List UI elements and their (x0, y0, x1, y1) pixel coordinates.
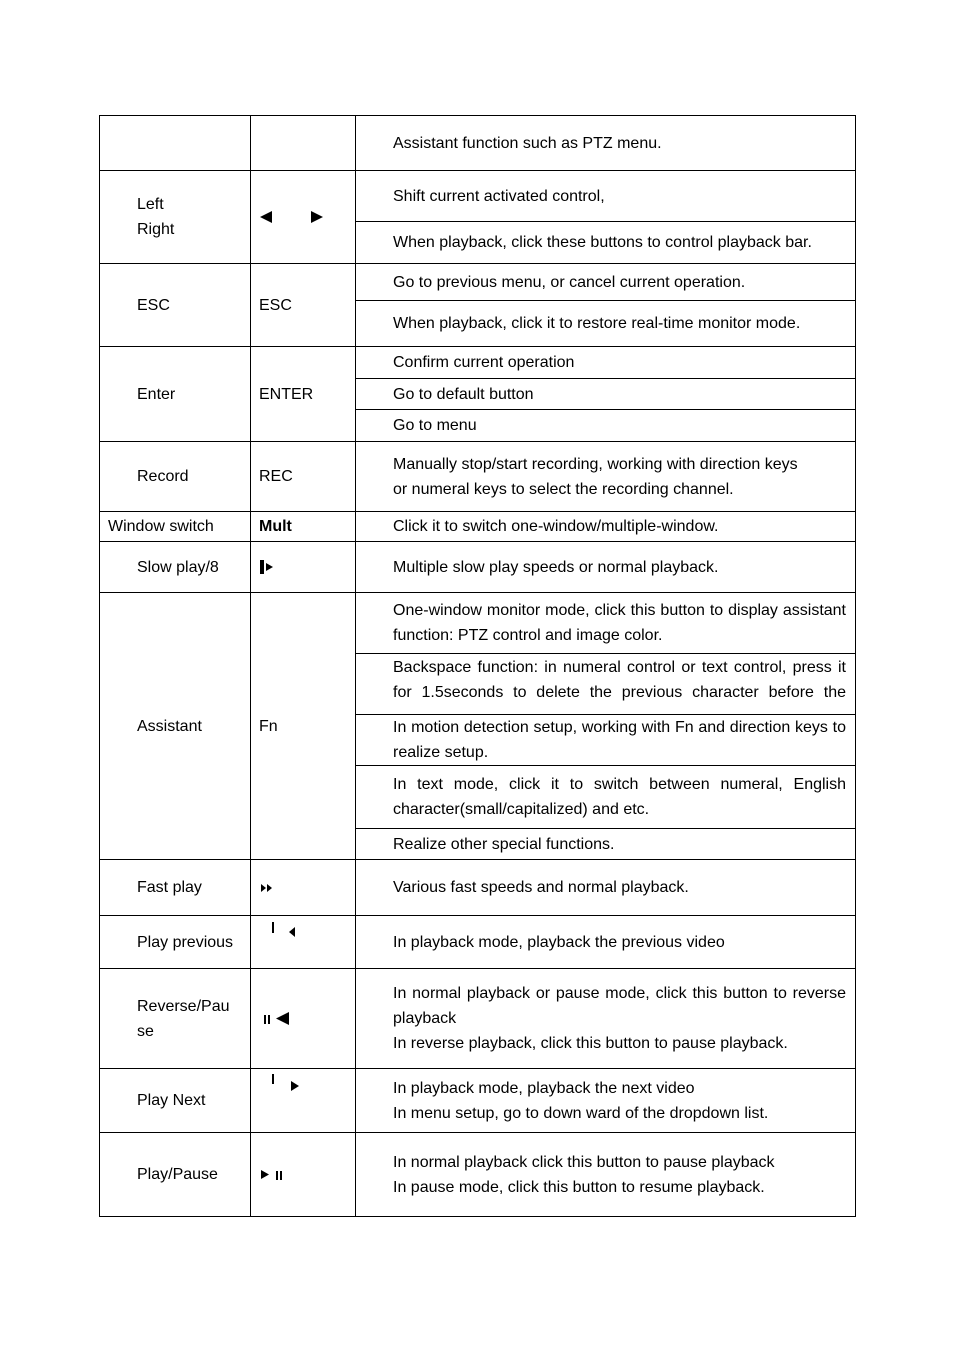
function-description: In text mode, click it to switch between numeral, English character(small/capitalized) and etc. (356, 766, 856, 829)
table-row (100, 860, 856, 916)
table-row (100, 116, 856, 171)
description-line: In normal playback click this button to pause playback (393, 1153, 775, 1171)
panel-key-cell (251, 542, 356, 593)
function-description: When playback, click it to restore real-time monitor mode. (356, 301, 856, 347)
function-description: In motion detection setup, working with Fn and direction keys to realize setup. (356, 715, 856, 766)
panel-key-cell: Fn (251, 593, 356, 860)
key-name-cell (100, 116, 251, 171)
function-description: Go to previous menu, or cancel current operation. (356, 264, 856, 301)
description-text-clip: Backspace function: in numeral control or text control, press it for 1.5seconds to delete the previous character before the (393, 659, 846, 701)
key-name-cell (100, 969, 251, 1069)
function-description (356, 654, 856, 715)
function-description: Assistant function such as PTZ menu. (356, 116, 856, 171)
table-row (100, 593, 856, 654)
panel-key-cell (251, 1069, 356, 1133)
key-name-line: Left (137, 196, 164, 213)
table-row (100, 969, 856, 1069)
key-name-line: se (137, 1022, 154, 1040)
function-description: One-window monitor mode, click this button to display assistant function: PTZ control and image color. (356, 593, 856, 654)
table-row (100, 1133, 856, 1217)
key-name-cell: Play previous (100, 916, 251, 969)
function-description (356, 1069, 856, 1133)
table-row (100, 264, 856, 301)
key-name-cell: Play/Pause (100, 1133, 251, 1217)
function-description: When playback, click these buttons to control playback bar. (356, 222, 856, 264)
key-name-cell: Window switch (100, 512, 251, 542)
key-name-cell: Record (100, 442, 251, 512)
panel-key-cell (251, 1133, 356, 1217)
left-triangle-icon (259, 210, 273, 224)
play-next-icon (259, 1073, 303, 1095)
panel-key-cell: ENTER (251, 347, 356, 442)
key-name-cell (100, 171, 251, 264)
right-triangle-icon (310, 210, 324, 224)
panel-key-cell (251, 969, 356, 1069)
key-name-cell: ESC (100, 264, 251, 347)
description-line: In playback mode, playback the next video (393, 1079, 695, 1097)
description-line: In pause mode, click this button to resume playback. (393, 1178, 765, 1196)
description-line: In menu setup, go to down ward of the dropdown list. (393, 1104, 769, 1122)
reverse-pause-icon (259, 1011, 291, 1027)
key-function-table (99, 115, 856, 1217)
function-description: Go to menu (356, 410, 856, 442)
slow-play-icon (259, 559, 277, 575)
description-line: or numeral keys to select the recording channel. (393, 480, 734, 498)
description-line: Manually stop/start recording, working with direction keys (393, 455, 798, 473)
table-row (100, 1069, 856, 1133)
table-row (100, 512, 856, 542)
table-row (100, 916, 856, 969)
function-description (356, 1133, 856, 1217)
play-previous-icon (259, 921, 295, 941)
panel-key-cell: REC (251, 442, 356, 512)
description-line: In normal playback or pause mode, click this button to reverse (393, 985, 846, 1002)
panel-key-cell (251, 116, 356, 171)
function-description: Realize other special functions. (356, 829, 856, 860)
description-line: playback (393, 1010, 457, 1027)
play-pause-icon (259, 1168, 287, 1182)
panel-key-cell: Mult (251, 512, 356, 542)
panel-key-cell (251, 171, 356, 264)
function-description (356, 442, 856, 512)
key-name-cell: Fast play (100, 860, 251, 916)
panel-key-cell (251, 860, 356, 916)
panel-key-cell: ESC (251, 264, 356, 347)
function-description: Click it to switch one-window/multiple-window. (356, 512, 856, 542)
key-name-cell: Enter (100, 347, 251, 442)
function-description: Shift current activated control, (356, 171, 856, 222)
key-name-cell: Assistant (100, 593, 251, 860)
table-row (100, 347, 856, 379)
function-description: Confirm current operation (356, 347, 856, 379)
table-row (100, 542, 856, 593)
function-description: In playback mode, playback the previous video (356, 916, 856, 969)
key-name-line: Reverse/Pau (137, 997, 230, 1015)
key-name-line: Right (137, 221, 175, 238)
function-description: Multiple slow play speeds or normal playback. (356, 542, 856, 593)
function-description: Go to default button (356, 379, 856, 410)
table-row (100, 442, 856, 512)
function-description: Various fast speeds and normal playback. (356, 860, 856, 916)
function-description (356, 969, 856, 1069)
fast-forward-icon (259, 882, 275, 894)
key-name-cell: Slow play/8 (100, 542, 251, 593)
key-name-cell: Play Next (100, 1069, 251, 1133)
panel-key-cell (251, 916, 356, 969)
description-line: In reverse playback, click this button to pause playback. (393, 1035, 788, 1052)
table-row (100, 171, 856, 222)
